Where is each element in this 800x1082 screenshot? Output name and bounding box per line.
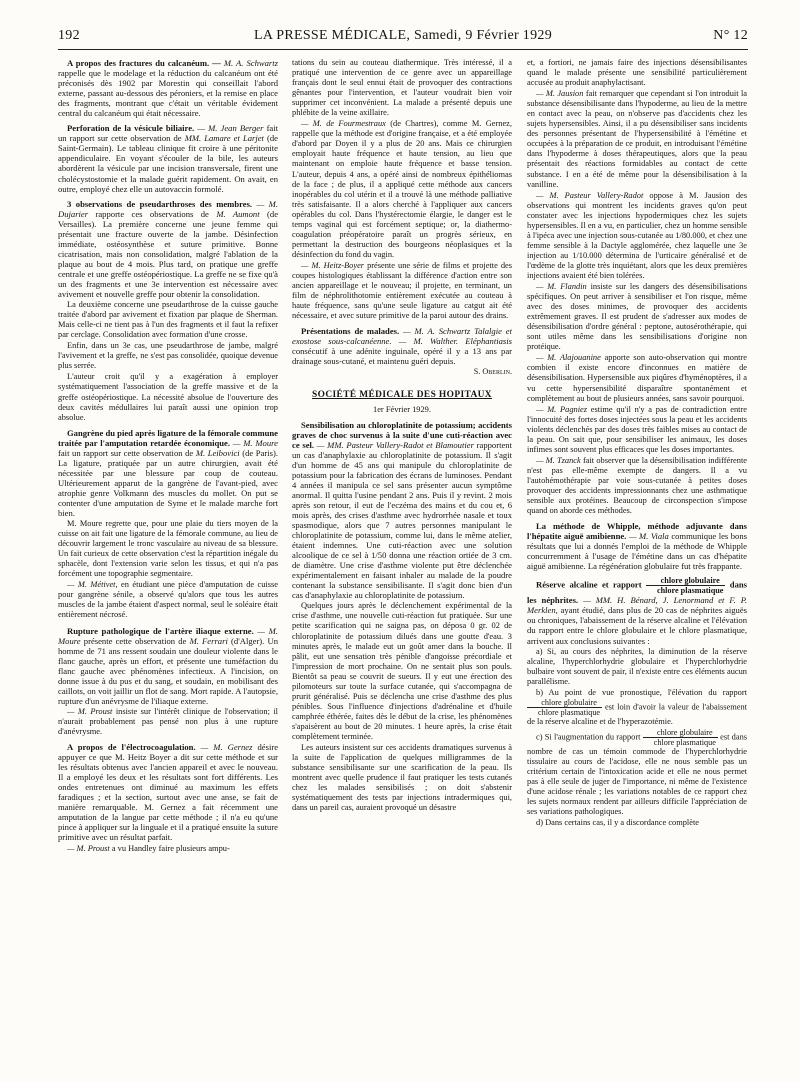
article-iliaque: Rupture pathologique de l'artère iliaque externe. — M. Moure présente cette observation de M. Ferrari (d'Alger). Un homme de 71 ans ressent soudain une douleur violente dans le flanc gauche, après un effort, et présente une tuméfaction du flanc gauche avec phénomènes infectieux. A l'incision, on donne issue à du pus et du sang, et soudain, en mobilisant des caillots, on voit jaillir un flot de sang. Mort rapide. A l'autopsie, rupture d'un anévrysme de l'iliaque externe. — [58, 625, 278, 706]
ratio-fraction: $\frac{\text{chlore globulaire}}{\text{chlore plasmatique}}$ — [527, 698, 602, 717]
issue-number: N° 12 — [713, 28, 748, 43]
page-number: 192 — [58, 28, 80, 43]
paragraph: — M. Métivet, en étudiant une pièce d'amputation de cuisse pour gangrène sénile, a observé qu'alors que tous les autres muscles de la jambe étaient d'aspect normal, seul le soléaire était entièrement nécrosé. — [58, 580, 278, 620]
article-perforation: Perforation de la vésicule biliaire. — M. Jean Berger fait un rapport sur cette observation de MM. Lamare et Larjet (de Saint-Germain). Le tableau clinique fit croire à une péritonite appendiculaire. En voyant s'écouler de la bile, les auteurs abordèrent la vésicule par une incision transversale, firent une cholécystostomie et la malade guérit rapidement. On avait, en outre, employé chez elle un autovaccin formolé. — [58, 123, 278, 194]
paragraph: — M. de Fourmestraux (de Chartres), comme M. Gernez, rappelle que la méthode est d'origine française, et a été employée d'abord par Doyen il y a plus de 20 ans. Mais ce chirurgien employait haute fréquence et haute tension, au lieu que maintenant on emploie haute fréquence et basse tension. L'auteur, depuis 4 ans, a opéré ainsi de nombreux épithéliomas de la face ; de plus, il a appliqué cette méthode aux cancers inopérables du col utérin et il a trouvé là une méthode palliative très satisfaisante. Il a alors cherché à l'appliquer aux cancers opérables du col. Dans l'hystérectomie élargie, le danger est le temps vaginal qui est forcément septique; or, la diathermo-coagulation préopératoire paraît un progrès sérieux, en permettant la destruction des bourgeons néoplasiques et la désinfection du fond du vagin. — [292, 119, 512, 259]
paragraph: — M. Pasteur Vallery-Radot oppose à M. Jausion des observations qui montrent les incidents graves qu'on peut constater avec les injections hypodermiques chez les sujets hypersensibles. Il en a vu, en particulier, chez un homme sensible à l'ipéca avec une injection sous-cutanée au 1/80.000, et chez une femme sensible à la Dactyle agglomérée, chez laquelle une 3e injection au 1/10.000 détermina de l'urticaire généralisé et de l'œdème de la glotte très inquiétant, alors que les deux premières injections avaient été bien tolérées. — [527, 190, 747, 280]
paragraph: — M. Proust insiste sur l'intérêt clinique de l'observation; il n'aurait probablement pas pensé non plus à une rupture d'anévrysme. — [58, 706, 278, 736]
session-date: 1er Février 1929. — [373, 404, 431, 414]
article-presentations: Présentations de malades. — M. A. Schwartz Talalgie et exostose sous-calcanéenne. — M. Walther. Eléphantiasis consécutif à une adénite inguinale, opéré il y a 13 ans par drainage sous-cutané, et maintenu guéri depuis. — [292, 326, 512, 367]
article-gangrene: Gangrène du pied après ligature de la fémorale commune traitée par l'amputation retardée économique. — M. Moure fait un rapport sur cette observation de M. Leibovici (de Paris). La ligature, pratiquée par un autre chirurgien, avait été nécessitée par une blessure par coup de couteau. Ultérieurement apparut de la gangrène de l'avant-pied, avec atrophie genre Volkmann des muscles du mollet. On put se contenter d'une amputation de Syme et le malade marche fort bien. — [58, 427, 278, 519]
signature: S. Oberlin. — [473, 367, 512, 377]
paragraph: a) Si, au cours des néphrites, la diminution de la réserve alcaline, l'hyperchlorhydrie globulaire et l'hyperchlorhydrie bulbaire vont souvent de pair, il n'existe entre ces éléments aucun parallélisme. — [527, 646, 747, 686]
paragraph: — M. Alajouanine apporte son auto-observation qui montre combien il existe encore d'inconnues en matière de désensibilisation. Hypersensible aux piqûres d'hyménoptères, il a vu cette hypersensibilité disparaître spontanément et complètement au bout de plusieurs années, sans savoir pourquoi. — [527, 353, 747, 403]
article-calcaneum: A propos des fractures du calcanéum. — M. A. Schwartz rappelle que le modelage et la réduction du calcanéum ont été préconisés dès 1902 par Morestin qui conseillait l'abord externe, passant au-dessous des péroniers, et la remise en place des fragments, montrant que c'était un véritable évidement central du calcanéum qui était nécessaire. — [58, 58, 278, 119]
paragraph: — M. Flandin insiste sur les dangers des désensibilisations spécifiques. On peut arriver à sensibiliser et l'on risque, même avec des doses minimes, de provoquer des accidents extrêmement graves. Il est prudent de s'adresser aux modes de désensibilisation d'ordre général : peptone, autosérothérapie, qui sont utiles même dans les sensibilisations d'origine non protéique. — [527, 282, 747, 352]
paragraph: tations du sein au couteau diathermique. Très intéressé, il a pratiqué une intervention de ce genre avec un appareillage français dont le seul ennui était de provoquer des contractions gênantes pour l'intervention, et l'auteur voudrait bien voir supprimer cet inconvénient. La malade a présenté depuis une phlébite de la veine axillaire. — [292, 58, 512, 118]
journal-title: LA PRESSE MÉDICALE, Samedi, 9 Février 1929 — [253, 28, 553, 43]
paragraph: — M. Jausion fait remarquer que cependant si l'on introduit la substance désensibilisante dans l'hypoderme, au lieu de la mettre en contact avec la peau, on n'observe pas d'accidents chez les sujets hypersensibles. Ainsi, il a pu désensibiliser sans incidents des personnes présentant de l'hypersensibilité à l'émétine et occupées à la préparation de ce produit, en introduisant l'émétine dans l'hypoderme à doses thérapeutiques, alors que la peau présentait des réactions formidables au contact de cette substance. I en a été de même pour la désensibilisation à la vanilline. — [527, 89, 747, 189]
paragraph: — M. Heitz-Boyer présente une série de films et projette des coupes histologiques établissant la différence d'action entre son ancien appareillage et le nouveau; il projette, en terminant, un film de néphrolithotomie entièrement exécutée au couteau à haute fréquence, sans qu'une seule ligature au catgut ait été nécessaire, et avec suture primitive de la paroi autour des drains. — [292, 260, 512, 321]
page-header — [58, 28, 748, 50]
paragraph: b) Au point de vue pronostique, l'élévation du rapport $\frac{\text{chlore globulaire}}{\text{chlore plasmatique}}$ est loin d'avoir la valeur de l'abaissement de la réserve alcaline et de l'hyperazotémie. — [527, 687, 747, 726]
article-pseudarthroses: 3 observations de pseudarthroses des membres. — M. Dujarier rapporte ces observations de M. Aumont (de Versailles). La première concerne une jeune femme qui présentait une fracture ouverte de la jambe. Désinfection immédiate, ostéosynthèse et suture primitive. Bonne cicatrisation, mais non consolidation, malgré l'ablation de la plaque au bout de 4 mois. Plus tard, on pratique une greffe centrale et une greffe ostéopériostique. La greffe ne se fixe qu'à un des fragments et une 3e intervention est nécessaire avec avivement et nouvelle greffe pour obtenir la consolidation. — [58, 198, 278, 300]
society-heading: SOCIÉTÉ MÉDICALE DES HOPITAUX — [312, 390, 492, 401]
article-electrocoagulation: A propos de l'électrocoagulation. — M. Gernez désire appuyer ce que M. Heitz Boyer a dit sur cette méthode et sur les résultats obtenus avec l'ancien appareil et avec le nouveau. Il a employé les deux et les résultats sont fort différents. Les ondes entretenues ont diminué au maximum les effets faradiques ; et la section, surtout avec une anse, se fait de manière remarquable. M. Gernez a fait récemment une amputation de la langue par cette méthode ; il n'a eu qu'une pince à appliquer sur la linguale et il a pratiqué ensuite la suture primitive avec un résultat parfait. — [58, 742, 278, 843]
column-2 — [292, 58, 512, 1066]
paragraph: d) Dans certains cas, il y a discordance complète — [536, 818, 700, 828]
ratio-fraction: $\frac{\text{chlore globulaire}}{\text{chlore plasmatique}}$ — [646, 576, 726, 595]
paragraph: c) Si l'augmentation du rapport $\frac{\text{chlore globulaire}}{\text{chlore plasmatique}}$ est dans nombre de cas un témoin commode de l'hyperchlorhydrie tissulaire au cours de l'acidose, elle ne nous semble pas un critérium certain de l'intoxication acide et elle ne nous permet pas à elle seule de juger de l'importance, ni même de l'existence d'une acidose rénale ; les variations notables de ce rapport chez les sujets normaux rendent par ailleurs difficile l'appréciation de ses variations pathologiques. — [527, 727, 747, 817]
article-potassium: Sensibilisation au chloroplatinite de potassium; accidents graves de choc survenus à la suite d'une cuti-réaction avec ce sel. — MM. Pasteur Vallery-Radot et Blamoutier rapportent un cas d'anaphylaxie au chloroplatinite de potassium. Il s'agit d'un homme de 45 ans qui manipule du chloroplatinite de potassium pour la fabrication des écrans de luminoses. Pendant 4 années il manipula ce sel sans présenter aucun symptôme anormal. Il quitta l'usine pendant 2 ans. Puis il y revint. 2 mois après son retour, il eut de l'eczéma des mains et du cou et, 6 mois après, des crises d'asthme avec hydrorrhée nasale et toux spasmodique, alors que 7 autres personnes manipulant le chloroplatinite de potassium, comme lui, dans le même atelier, étaient indemnes. Une cuti-réaction avec une solution alcoolique de ce sel à 1/50 donna une réaction ortiée de 3 cm. de diamètre. Une crise d'asthme violente put être déclenchée expérimentalement en faisant inhaler au malade de la poudre contenant la substance sensibilisante. Il s'agit donc bien d'un cas d'anaphylaxie au chloroplatinite de potassium. — [292, 419, 512, 601]
paragraph: — M. Tzanck fait observer que la désensibilisation indifférente n'est pas elle-même exempte de dangers. Il a vu l'autohémothérapie par voie sous-cutanée à petites doses provoquer des accidents impressionnants chez une asthmatique sensible aux protéines. Beaucoup de circonspection s'impose quand on aborde ces méthodes. — [527, 455, 747, 516]
paragraph: — M. Proust a vu Handley faire plusieurs ampu- — [67, 843, 230, 853]
paragraph: Quelques jours après le déclenchement expérimental de la crise d'asthme, une nouvelle cuti-réaction fut pratiquée. Sur une petite scarification qui ne saigna pas, on déposa 0 gr. 02 de chloroplatinite de potassium dilués dans une goutte d'eau. 3 minutes après, le malade eut un goût amer dans la bouche. Il pâlit, eut une sensation très pénible d'angoisse précordiale et l'impression de mort prochaine. On ne sentait plus son pouls. Bientôt sa peau se couvrit de sueurs. Il y eut une érection des pilomoteurs sur toute la surface cutanée, qui s'accompagna de prurit généralisé. Puis se déclencha une crise d'asthme des plus pénibles. Sous l'influence d'injections d'adrénaline et d'huile camphrée éthérée, faites dès le début de la crise, les phénomènes s'apaisèrent au bout de 20 minutes. 1 heure après, la crise était complètement terminée. — [292, 601, 512, 741]
paragraph: L'auteur croit qu'il y a exagération à employer systématiquement l'association de la greffe massive et de la greffe ostéopériostique. La nécessité absolue de l'ouverture des deux cavités médullaires lui paraît aussi une opinion trop absolue. — [58, 372, 278, 422]
header-rule — [58, 49, 748, 50]
paragraph: M. Moure regrette que, pour une plaie du tiers moyen de la cuisse on ait fait une ligature de la fémorale commune, au lieu de découvrir largement le tronc vasculaire au niveau de sa blessure. Un fait curieux de cette observation c'est la répartition inégale du sphacèle, dont l'extension varie selon les tissus, et qui n'a pas forcément une topographie segmentaire. — [58, 519, 278, 579]
paragraph: Les auteurs insistent sur ces accidents dramatiques survenus à la suite de l'application de quelques milligrammes de la substance sensibilisante sur une scarification de la peau. Ils montrent avec quelle prudence il faut pratiquer les tests cutanés chez les malades sensibilisés ; on doit s'abstenir systématiquement des tests par injections intradermiques qui, dans un pareil cas, auraient provoqué un désastre — [292, 743, 512, 813]
paragraph: et, a fortiori, ne jamais faire des injections désensibilisantes quand le malade présente une sensibilité particulièrement accusée au produit anaphylactisant. — [527, 58, 747, 88]
paragraph: Enfin, dans un 3e cas, une pseudarthrose de jambe, malgré l'avivement et la greffe, ne s'est pas consolidée, quoique devenue plus serrée. — [58, 341, 278, 371]
column-3 — [527, 58, 747, 1066]
article-reserve-alcaline: Réserve alcaline et rapport $\frac{\text{chlore globulaire}}{\text{chlore plasmatique}}$ dans les néphrites. — MM. H. Bénard, J. Lenormand et F. P. Merklen, ayant étudié, dans plus de 20 cas de néphrites aiguës ou chroniques, l'abaissement de la réserve alcaline et l'élévation du rapport entre le chlore globulaire et le chlore plasmatique, arrivent aux conclusions suivantes : — [527, 576, 747, 646]
ratio-fraction: $\frac{\text{chlore globulaire}}{\text{chlore plasmatique}}$ — [643, 728, 718, 747]
article-whipple: La méthode de Whipple, méthode adjuvante dans l'hépatite aiguë amibienne. — M. Viala communique les bons résultats que lui a donnés l'emploi de la méthode de Whipple concurremment à l'usage de l'émétine dans un cas d'hépatite aiguë amibienne. La régénération globulaire fut très frappante. — [527, 521, 747, 572]
paragraph: La deuxième concerne une pseudarthrose de la cuisse gauche traitée d'abord par avivement et fixation par plaque de Sherman. Mais celle-ci ne tient pas à l'un des fragments et il faut la refixer par cerclage. Consolidation avec formation d'une crosse. — [58, 300, 278, 340]
column-1 — [58, 58, 278, 1066]
paragraph: — M. Pagniez estime qu'il n'y a pas de contradiction entre l'innocuité des fortes doses injectées sous la peau et les accidents violents déclenchés par des doses très faibles mises au contact de la peau. On sait que, pour sensibiliser les animaux, les doses infimes sont souvent plus efficaces que les doses importantes. — [527, 404, 747, 454]
